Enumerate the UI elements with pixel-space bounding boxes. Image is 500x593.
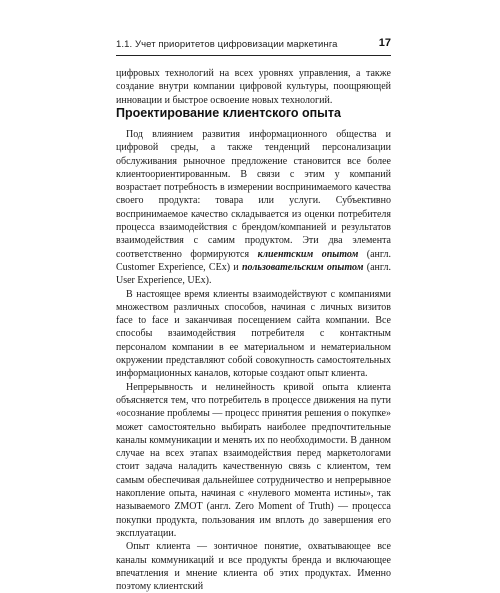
paragraph-1-part-a: Под влиянием развития информационного общества и цифровой среды, а также тенденций персонализации обслуживания рыночное предложение становится все более клиентоориентированным. В связи с этим у компаний возрастает потребность в измерении воспринимаемого качества своего продукта: товара или услуги. Субъективно воспринимаемое качество складывается из оценки потребителя процесса взаимодействия с брендом/компанией и результатов взаимодействия с самим продуктом. Эти два элемента соответственно формируются [116, 129, 391, 260]
paragraph-3: Непрерывность и нелинейность кривой опыта клиента объясняется тем, что потребитель в процессе движения на пути «осознание проблемы — процесс принятия решения о покупке» может самостоятельно выбирать наиболее предпочтительные каналы коммуникации и менять их по необходимости. В данном случае на всех этапах взаимодействия перед маркетологами стоит задача наладить качественную связь с клиентом, тем самым обеспечивая дальнейшее сотрудничество и непрерывное накопление опыта, начиная с «нулевого момента истины», так называемого ZMOT (англ. Zero Moment of Truth) — процесса покупки продукта, пользования им вплоть до завершения его эксплуатации. [116, 381, 391, 539]
paragraph-4: Опыт клиента — зонтичное понятие, охватывающее все каналы коммуникаций и все продукты бренда и включающее впечатления и мнение клиента об этих продуктах. Именно поэтому клиентский [116, 541, 391, 593]
paragraph-1-part-b: (англ. Customer Experience, CEx) и [116, 248, 391, 273]
running-header [116, 37, 391, 56]
running-title: 1.1. Учет приоритетов цифровизации маркетинга [116, 39, 338, 50]
paragraph-1-part-c: (англ. User Experience, UEx). [116, 261, 391, 287]
page-number: 17 [378, 37, 391, 49]
paragraph-2: В настоящее время клиенты взаимодействуют с компаниями множеством различных способов, начиная с личных визитов face to face и заканчивая посещением сайта компании. Все способы взаимодействия потребителя с контактным персоналом компании в ее материальном и нематериальном окружении представляют собой совокупность самостоятельных информационных каналов, которые создают опыт клиента. [116, 288, 391, 380]
intro-paragraph-block [116, 67, 391, 107]
term-user-experience: пользовательским опытом [241, 261, 364, 273]
main-text-block [116, 128, 391, 593]
term-customer-experience: клиентским опытом [257, 248, 359, 260]
intro-paragraph: цифровых технологий на всех уровнях управления, а также создание внутри компании цифровой культуры, поощряющей инновации и быстрое освоение новых технологий. [116, 68, 391, 106]
paragraph-1 [116, 128, 391, 288]
section-heading: Проектирование клиентского опыта [116, 106, 341, 120]
